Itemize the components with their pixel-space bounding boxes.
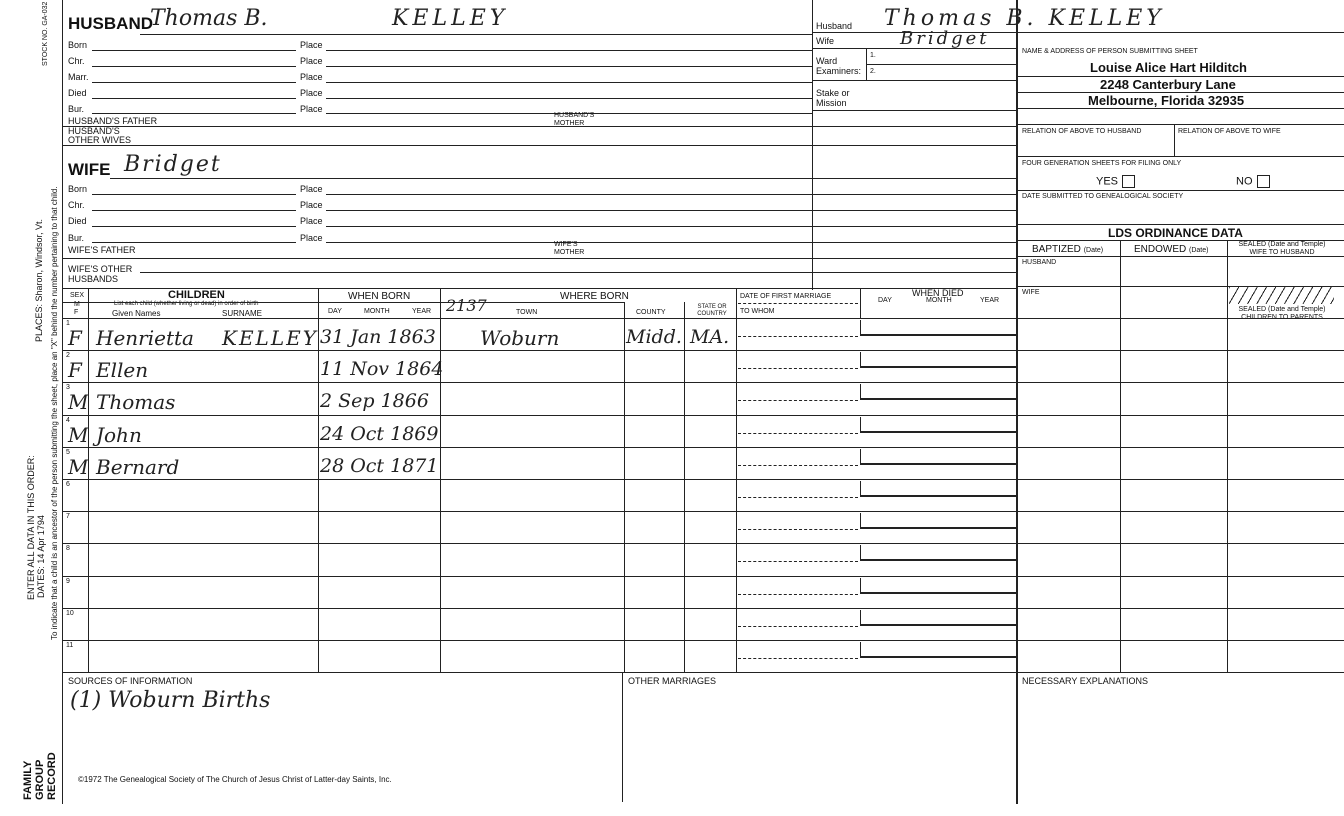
child-surname[interactable]: KELLEY	[222, 326, 318, 350]
husband-bur-label: Bur.	[68, 104, 85, 114]
marriage-date-line	[738, 368, 858, 369]
husband-surname[interactable]: KELLEY	[392, 6, 509, 31]
wife-died-place-label: Place	[300, 216, 323, 226]
marriage-date-line	[738, 658, 858, 659]
husband-chr-label: Chr.	[68, 56, 85, 66]
husband-mother-label: HUSBAND'S MOTHER	[554, 112, 595, 127]
sealed-children-to-parents-label: SEALED (Date and Temple) CHILDREN TO PARENTS	[1238, 306, 1326, 321]
husband-father-label: HUSBAND'S FATHER	[68, 116, 158, 126]
child-number: 1	[66, 320, 70, 327]
child-birth-date[interactable]: 2 Sep 1866	[320, 390, 429, 413]
child-number: 8	[66, 545, 70, 553]
died-day-header: DAY	[878, 297, 892, 304]
row-divider	[62, 479, 1016, 480]
husband-bur-place-label: Place	[300, 104, 323, 114]
child-given-name[interactable]: Bernard	[96, 454, 180, 479]
dates-order: DATES: 14 Apr 1794	[36, 515, 46, 598]
given-names-header: Given Names	[112, 309, 161, 318]
sources-value[interactable]: (1) Woburn Births	[70, 688, 271, 713]
ordinance-wife-row: WIFE	[1022, 289, 1040, 296]
ordinance-row-divider	[1016, 382, 1344, 383]
necessary-explanations-label: NECESSARY EXPLANATIONS	[1022, 676, 1149, 686]
child-number: 10	[66, 609, 74, 617]
ref-wife-label: Wife	[816, 36, 834, 46]
husband-marr-label: Marr.	[68, 72, 89, 82]
four-generation-label: FOUR GENERATION SHEETS FOR FILING ONLY	[1022, 160, 1182, 167]
lds-ordinance-title: LDS ORDINANCE DATA	[1108, 226, 1243, 240]
ordinance-row-divider	[1016, 543, 1344, 544]
yes-label: YES	[1096, 175, 1119, 188]
children-title: CHILDREN	[168, 289, 225, 301]
died-month-header: MONTH	[926, 297, 952, 304]
other-marriages-label: OTHER MARRIAGES	[628, 676, 717, 686]
husband-heading: HUSBAND	[68, 14, 153, 33]
child-sex[interactable]: F	[68, 358, 82, 383]
child-given-name[interactable]: John	[96, 422, 142, 447]
born-day-header: DAY	[328, 308, 342, 315]
ordinance-row-divider	[1016, 479, 1344, 480]
submitter-street[interactable]: 2248 Canterbury Lane	[1100, 77, 1236, 92]
death-date-line	[860, 592, 1016, 594]
marriage-date-line	[738, 497, 858, 498]
born-year-header: YEAR	[412, 308, 432, 315]
county-header: COUNTY	[636, 309, 666, 316]
wife-given-name[interactable]: Bridget	[124, 152, 222, 177]
yes-option[interactable]	[1096, 175, 1135, 188]
date-submitted-label: DATE SUBMITTED TO GENEALOGICAL SOCIETY	[1022, 193, 1184, 200]
marriage-date-line	[738, 529, 858, 530]
marriage-date-line	[738, 594, 858, 595]
submitter-name[interactable]: Louise Alice Hart Hilditch	[1090, 60, 1247, 75]
child-given-name[interactable]: Henrietta	[96, 326, 194, 350]
examiner-2: 2.	[870, 68, 876, 75]
born-note: 2137	[446, 296, 487, 315]
hatched-area	[1229, 287, 1334, 304]
enter-all-data: ENTER ALL DATA IN THIS ORDER:	[26, 455, 36, 600]
child-birth-town[interactable]: Woburn	[480, 326, 560, 350]
marriage-date-line	[738, 400, 858, 401]
ordinance-row-divider	[1016, 576, 1344, 577]
ref-husband-label: Husband	[816, 21, 853, 31]
ordinance-row-divider	[1016, 608, 1344, 609]
surname-header: SURNAME	[222, 309, 263, 318]
ordinance-row-divider	[1016, 350, 1344, 351]
when-died-header: WHEN DIED	[912, 288, 964, 298]
death-box-edge	[860, 352, 861, 366]
husband-died-label: Died	[68, 88, 87, 98]
child-given-name[interactable]: Ellen	[96, 358, 149, 383]
wife-father-label: WIFE'S FATHER	[68, 245, 136, 255]
sources-label: SOURCES OF INFORMATION	[68, 676, 193, 686]
died-year-header: YEAR	[980, 297, 1000, 304]
child-birth-date[interactable]: 24 Oct 1869	[320, 422, 439, 445]
marriage-date-line	[738, 336, 858, 337]
copyright-notice: ©1972 The Genealogical Society of The Church of Jesus Christ of Latter-day Saints, Inc.	[78, 775, 392, 784]
child-number: 5	[66, 448, 70, 456]
wife-born-label: Born	[68, 184, 88, 194]
no-checkbox[interactable]	[1257, 175, 1270, 188]
husband-marr-place-label: Place	[300, 72, 323, 82]
child-birth-state[interactable]: MA.	[690, 326, 730, 348]
sex-header: SEX	[70, 292, 85, 299]
to-whom-header: TO WHOM	[740, 308, 775, 315]
death-date-line	[860, 463, 1016, 465]
death-date-line	[860, 366, 1016, 368]
death-box-edge	[860, 545, 861, 559]
ordinance-row-divider	[1016, 511, 1344, 512]
no-label: NO	[1236, 175, 1253, 188]
husband-died-place-label: Place	[300, 88, 323, 98]
death-date-line	[860, 559, 1016, 561]
row-divider	[62, 576, 1016, 577]
child-birth-date[interactable]: 11 Nov 1864	[320, 358, 444, 381]
ordinance-row-divider	[1016, 447, 1344, 448]
child-birth-county[interactable]: Midd.	[626, 326, 682, 348]
husband-born-place-label: Place	[300, 40, 323, 50]
death-box-edge	[860, 449, 861, 463]
sealed-wife-to-husband-label: SEALED (Date and Temple) WIFE TO HUSBAND	[1238, 241, 1326, 256]
endowed-header	[1134, 245, 1208, 256]
when-born-header: WHEN BORN	[348, 291, 411, 302]
death-date-line	[860, 656, 1016, 658]
baptized-date-label: (Date)	[1083, 247, 1104, 254]
baptized-header	[1032, 245, 1103, 256]
wife-other-husbands-label: WIFE'S OTHER HUSBANDS	[68, 264, 133, 284]
ward-examiners-label: Ward Examiners:	[816, 56, 862, 76]
death-box-edge	[860, 417, 861, 431]
ordinance-row-divider	[1016, 415, 1344, 416]
husband-chr-place-label: Place	[300, 56, 323, 66]
ref-wife-name[interactable]: Bridget	[900, 28, 990, 49]
child-sex[interactable]: M	[68, 422, 89, 447]
ancestor-instructions: To indicate that a child is an ancestor of the person submitting the sheet, place an "X" behind the number pertaining to that child.	[50, 186, 59, 640]
marriage-date-line	[738, 433, 858, 434]
row-divider	[62, 382, 1016, 383]
wife-died-label: Died	[68, 216, 87, 226]
death-box-edge	[860, 320, 861, 334]
marriage-date-line	[738, 465, 858, 466]
death-box-edge	[860, 578, 861, 592]
child-number: 9	[66, 577, 70, 585]
submitter-label: NAME & ADDRESS OF PERSON SUBMITTING SHEET	[1022, 48, 1198, 55]
marriage-date-line	[738, 626, 858, 627]
wife-bur-label: Bur.	[68, 233, 85, 243]
submitter-city[interactable]: Melbourne, Florida 32935	[1088, 93, 1245, 108]
examiner-1: 1.	[870, 52, 876, 59]
death-date-line	[860, 495, 1016, 497]
first-marriage-header: DATE OF FIRST MARRIAGE	[740, 293, 832, 300]
child-given-name[interactable]: Thomas	[96, 390, 176, 415]
row-divider	[62, 608, 1016, 609]
row-divider	[62, 415, 1016, 416]
children-subtitle: List each child (whether living or dead) in order of birth	[114, 301, 259, 307]
where-born-header: WHERE BORN	[560, 291, 629, 302]
stock-number: STOCK NO. GA-032	[42, 1, 49, 66]
endowed-label: ENDOWED	[1134, 244, 1187, 255]
child-number: 11	[66, 642, 74, 649]
child-birth-date[interactable]: 28 Oct 1871	[320, 454, 439, 477]
wife-chr-place-label: Place	[300, 200, 323, 210]
wife-heading: WIFE	[68, 160, 111, 179]
state-header: STATE OR COUNTRY	[697, 304, 727, 317]
ref-husband-name[interactable]: Thomas B. KELLEY	[884, 6, 1165, 31]
child-sex[interactable]: M	[68, 454, 89, 479]
row-divider	[62, 511, 1016, 512]
mf-header: M F	[74, 301, 80, 316]
death-date-line	[860, 398, 1016, 400]
row-divider	[62, 350, 1016, 351]
husband-given-name[interactable]: Thomas B.	[150, 6, 268, 31]
death-date-line	[860, 431, 1016, 433]
baptized-label: BAPTIZED	[1032, 244, 1081, 255]
child-number: 3	[66, 384, 70, 392]
born-month-header: MONTH	[364, 308, 390, 315]
row-divider	[62, 447, 1016, 448]
child-number: 2	[66, 352, 70, 360]
death-box-edge	[860, 610, 861, 624]
husband-other-wives-label: HUSBAND'S OTHER WIVES	[68, 126, 132, 145]
death-date-line	[860, 334, 1016, 336]
no-option[interactable]	[1236, 175, 1270, 188]
stake-mission-label: Stake or Mission	[816, 88, 850, 108]
ordinance-row-divider	[1016, 640, 1344, 641]
yes-checkbox[interactable]	[1122, 175, 1135, 188]
ordinance-husband-row: HUSBAND	[1022, 259, 1057, 266]
wife-mother-label: WIFE'S MOTHER	[554, 241, 585, 256]
death-box-edge	[860, 384, 861, 398]
child-number: 6	[66, 481, 70, 488]
child-number: 7	[66, 513, 70, 521]
child-sex[interactable]: M	[68, 390, 89, 415]
wife-chr-label: Chr.	[68, 200, 85, 210]
child-birth-date[interactable]: 31 Jan 1863	[320, 326, 436, 348]
form-title: FAMILY GROUP RECORD	[22, 752, 58, 800]
relation-to-husband-label: RELATION OF ABOVE TO HUSBAND	[1022, 128, 1142, 135]
row-divider	[62, 640, 1016, 641]
town-header: TOWN	[516, 309, 538, 316]
places-order: PLACES: Sharon, Windsor, Vt.	[34, 218, 44, 342]
marriage-date-line	[738, 561, 858, 562]
husband-born-label: Born	[68, 40, 88, 50]
death-box-edge	[860, 481, 861, 495]
child-number: 4	[66, 416, 70, 424]
row-divider	[62, 543, 1016, 544]
child-sex[interactable]: F	[68, 326, 82, 350]
relation-to-wife-label: RELATION OF ABOVE TO WIFE	[1178, 128, 1281, 135]
wife-born-place-label: Place	[300, 184, 323, 194]
death-date-line	[860, 527, 1016, 529]
death-box-edge	[860, 642, 861, 656]
death-date-line	[860, 624, 1016, 626]
death-box-edge	[860, 513, 861, 527]
wife-bur-place-label: Place	[300, 233, 323, 243]
endowed-date-label: (Date)	[1189, 247, 1209, 254]
